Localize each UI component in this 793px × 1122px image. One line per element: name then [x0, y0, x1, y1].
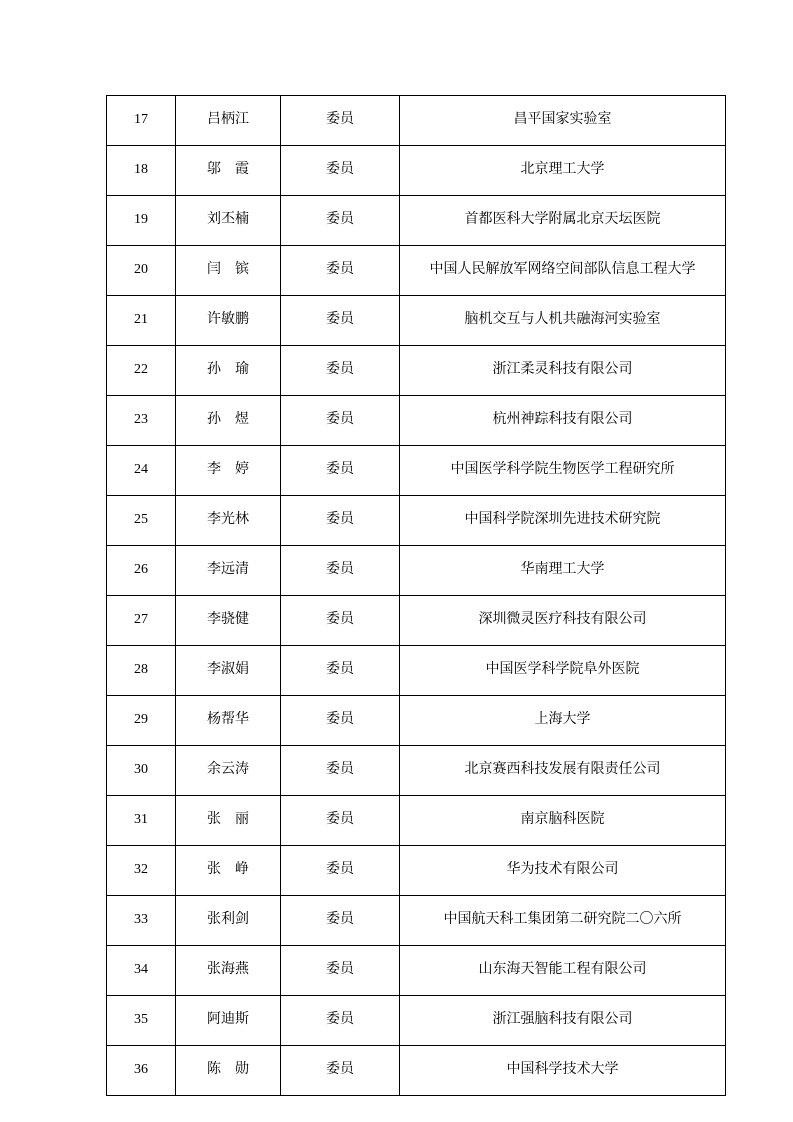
table-row [107, 196, 726, 246]
organization-cell: 中国人民解放军网络空间部队信息工程大学 [400, 246, 726, 296]
number-cell: 28 [107, 646, 176, 696]
number-cell: 24 [107, 446, 176, 496]
number-cell: 29 [107, 696, 176, 746]
table-row [107, 896, 726, 946]
name-cell: 张海燕 [176, 946, 281, 996]
table-row [107, 96, 726, 146]
role-cell: 委员 [281, 846, 400, 896]
role-cell: 委员 [281, 146, 400, 196]
role-cell: 委员 [281, 396, 400, 446]
organization-cell: 浙江柔灵科技有限公司 [400, 346, 726, 396]
organization-cell: 杭州神踪科技有限公司 [400, 396, 726, 446]
number-cell: 19 [107, 196, 176, 246]
name-cell: 许敏鹏 [176, 296, 281, 346]
organization-cell: 中国科学院深圳先进技术研究院 [400, 496, 726, 546]
role-cell: 委员 [281, 646, 400, 696]
number-cell: 20 [107, 246, 176, 296]
number-cell: 18 [107, 146, 176, 196]
role-cell: 委员 [281, 746, 400, 796]
number-cell: 34 [107, 946, 176, 996]
number-cell: 30 [107, 746, 176, 796]
organization-cell: 昌平国家实验室 [400, 96, 726, 146]
table-row [107, 146, 726, 196]
organization-cell: 北京赛西科技发展有限责任公司 [400, 746, 726, 796]
name-cell: 孙 瑜 [176, 346, 281, 396]
table-row [107, 596, 726, 646]
organization-cell: 北京理工大学 [400, 146, 726, 196]
committee-member-table [106, 95, 726, 1096]
table-row [107, 846, 726, 896]
name-cell: 李远清 [176, 546, 281, 596]
organization-cell: 脑机交互与人机共融海河实验室 [400, 296, 726, 346]
table-row [107, 546, 726, 596]
table-row [107, 796, 726, 846]
organization-cell: 浙江强脑科技有限公司 [400, 996, 726, 1046]
name-cell: 陈 勋 [176, 1046, 281, 1096]
number-cell: 31 [107, 796, 176, 846]
committee-table-body [107, 96, 726, 1096]
organization-cell: 山东海天智能工程有限公司 [400, 946, 726, 996]
table-row [107, 746, 726, 796]
number-cell: 21 [107, 296, 176, 346]
table-row [107, 396, 726, 446]
role-cell: 委员 [281, 896, 400, 946]
organization-cell: 上海大学 [400, 696, 726, 746]
name-cell: 杨帮华 [176, 696, 281, 746]
number-cell: 25 [107, 496, 176, 546]
number-cell: 36 [107, 1046, 176, 1096]
role-cell: 委员 [281, 596, 400, 646]
organization-cell: 中国航天科工集团第二研究院二〇六所 [400, 896, 726, 946]
organization-cell: 深圳微灵医疗科技有限公司 [400, 596, 726, 646]
role-cell: 委员 [281, 946, 400, 996]
table-row [107, 446, 726, 496]
role-cell: 委员 [281, 796, 400, 846]
name-cell: 张利剑 [176, 896, 281, 946]
name-cell: 闫 镔 [176, 246, 281, 296]
number-cell: 32 [107, 846, 176, 896]
role-cell: 委员 [281, 696, 400, 746]
number-cell: 27 [107, 596, 176, 646]
organization-cell: 首都医科大学附属北京天坛医院 [400, 196, 726, 246]
role-cell: 委员 [281, 546, 400, 596]
name-cell: 余云涛 [176, 746, 281, 796]
table-row [107, 996, 726, 1046]
name-cell: 吕柄江 [176, 96, 281, 146]
name-cell: 张 丽 [176, 796, 281, 846]
organization-cell: 华为技术有限公司 [400, 846, 726, 896]
table-row [107, 496, 726, 546]
name-cell: 孙 煜 [176, 396, 281, 446]
number-cell: 33 [107, 896, 176, 946]
table-row [107, 696, 726, 746]
role-cell: 委员 [281, 496, 400, 546]
table-row [107, 296, 726, 346]
role-cell: 委员 [281, 196, 400, 246]
table-row [107, 246, 726, 296]
number-cell: 17 [107, 96, 176, 146]
role-cell: 委员 [281, 296, 400, 346]
role-cell: 委员 [281, 446, 400, 496]
number-cell: 23 [107, 396, 176, 446]
name-cell: 张 峥 [176, 846, 281, 896]
name-cell: 邬 霞 [176, 146, 281, 196]
table-row [107, 1046, 726, 1096]
name-cell: 李骁健 [176, 596, 281, 646]
role-cell: 委员 [281, 246, 400, 296]
table-row [107, 346, 726, 396]
table-row [107, 646, 726, 696]
name-cell: 李光林 [176, 496, 281, 546]
role-cell: 委员 [281, 1046, 400, 1096]
number-cell: 26 [107, 546, 176, 596]
name-cell: 李 婷 [176, 446, 281, 496]
organization-cell: 中国医学科学院生物医学工程研究所 [400, 446, 726, 496]
organization-cell: 华南理工大学 [400, 546, 726, 596]
role-cell: 委员 [281, 346, 400, 396]
number-cell: 35 [107, 996, 176, 1046]
name-cell: 刘丕楠 [176, 196, 281, 246]
organization-cell: 南京脑科医院 [400, 796, 726, 846]
role-cell: 委员 [281, 96, 400, 146]
organization-cell: 中国医学科学院阜外医院 [400, 646, 726, 696]
name-cell: 李淑娟 [176, 646, 281, 696]
organization-cell: 中国科学技术大学 [400, 1046, 726, 1096]
table-row [107, 946, 726, 996]
number-cell: 22 [107, 346, 176, 396]
role-cell: 委员 [281, 996, 400, 1046]
name-cell: 阿迪斯 [176, 996, 281, 1046]
